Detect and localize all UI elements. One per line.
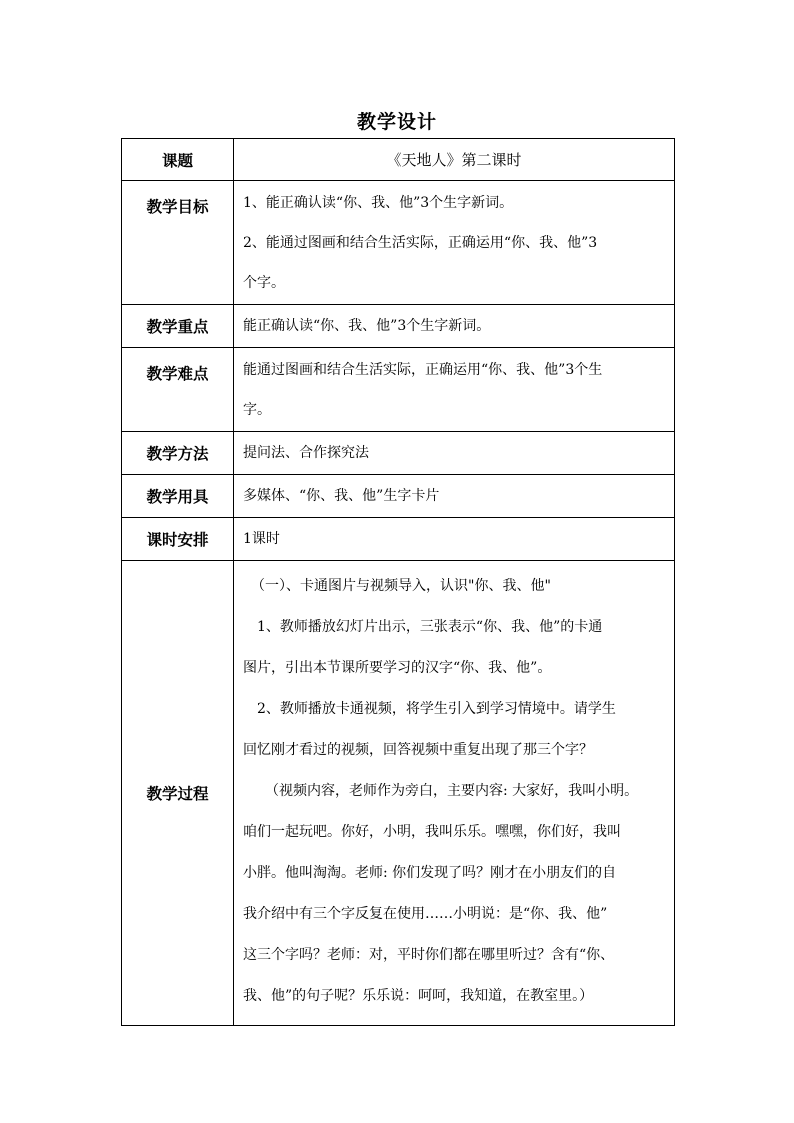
process-line: 1、教师播放幻灯片出示，三张表示“你、我、他”的卡通 bbox=[257, 619, 603, 635]
value-goals bbox=[234, 181, 675, 305]
document-title: 教学设计 bbox=[356, 111, 437, 133]
row-keypoint bbox=[122, 305, 675, 348]
process-line: 这三个字吗？老师：对，平时你们都在哪里听过？含有“你、 bbox=[243, 947, 615, 963]
process-line: 2、教师播放卡通视频，将学生引入到学习情境中。请学生 bbox=[257, 701, 616, 717]
label-goals: 教学目标 bbox=[122, 181, 234, 305]
label-process: 教学过程 bbox=[122, 561, 234, 1026]
row-schedule bbox=[122, 518, 675, 561]
row-method bbox=[122, 432, 675, 475]
label-difficulty: 教学难点 bbox=[122, 348, 234, 432]
row-goals bbox=[122, 181, 675, 305]
value-schedule: 1课时 bbox=[234, 518, 675, 561]
goals-line: 2、能通过图画和结合生活实际，正确运用“你、我、他”3 bbox=[243, 234, 598, 251]
process-line: （视频内容，老师作为旁白，主要内容: 大家好，我叫小明。 bbox=[265, 783, 639, 799]
goals-line: 个字。 bbox=[243, 274, 285, 291]
row-difficulty bbox=[122, 348, 675, 432]
label-topic: 课题 bbox=[122, 139, 234, 181]
value-keypoint: 能正确认读“你、我、他”3个生字新词。 bbox=[234, 305, 675, 348]
difficulty-line: 字。 bbox=[243, 401, 271, 418]
lesson-plan-table bbox=[121, 138, 675, 1026]
process-line: 我、他”的句子呢？乐乐说：呵呵，我知道，在教室里。） bbox=[243, 988, 594, 1004]
difficulty-line: 能通过图画和结合生活实际，正确运用“你、我、他”3个生 bbox=[243, 361, 603, 378]
row-topic bbox=[122, 139, 675, 181]
process-line: （一）、卡通图片与视频导入，认识"你、我、他" bbox=[251, 578, 551, 594]
row-process bbox=[122, 561, 675, 1026]
label-schedule: 课时安排 bbox=[122, 518, 234, 561]
label-method: 教学方法 bbox=[122, 432, 234, 475]
value-tools: 多媒体、“你、我、他”生字卡片 bbox=[234, 475, 675, 518]
value-method: 提问法、合作探究法 bbox=[234, 432, 675, 475]
process-line: 咱们一起玩吧。你好，小明，我叫乐乐。嘿嘿，你们好，我叫 bbox=[243, 824, 621, 840]
process-line: 我介绍中有三个字反复在使用……小明说：是“你、我、他” bbox=[243, 906, 608, 922]
value-difficulty bbox=[234, 348, 675, 432]
process-line: 图片，引出本节课所要学习的汉字“你、我、他”。 bbox=[243, 660, 552, 676]
label-keypoint: 教学重点 bbox=[122, 305, 234, 348]
process-line: 小胖。他叫淘淘。老师: 你们发现了吗？刚才在小朋友们的自 bbox=[243, 865, 617, 881]
row-tools bbox=[122, 475, 675, 518]
value-topic: 《天地人》第二课时 bbox=[234, 139, 675, 181]
goals-line: 1、能正确认读“你、我、他”3个生字新词。 bbox=[243, 194, 514, 211]
value-process bbox=[234, 561, 675, 1026]
label-tools: 教学用具 bbox=[122, 475, 234, 518]
process-line: 回忆刚才看过的视频，回答视频中重复出现了那三个字？ bbox=[243, 742, 593, 758]
